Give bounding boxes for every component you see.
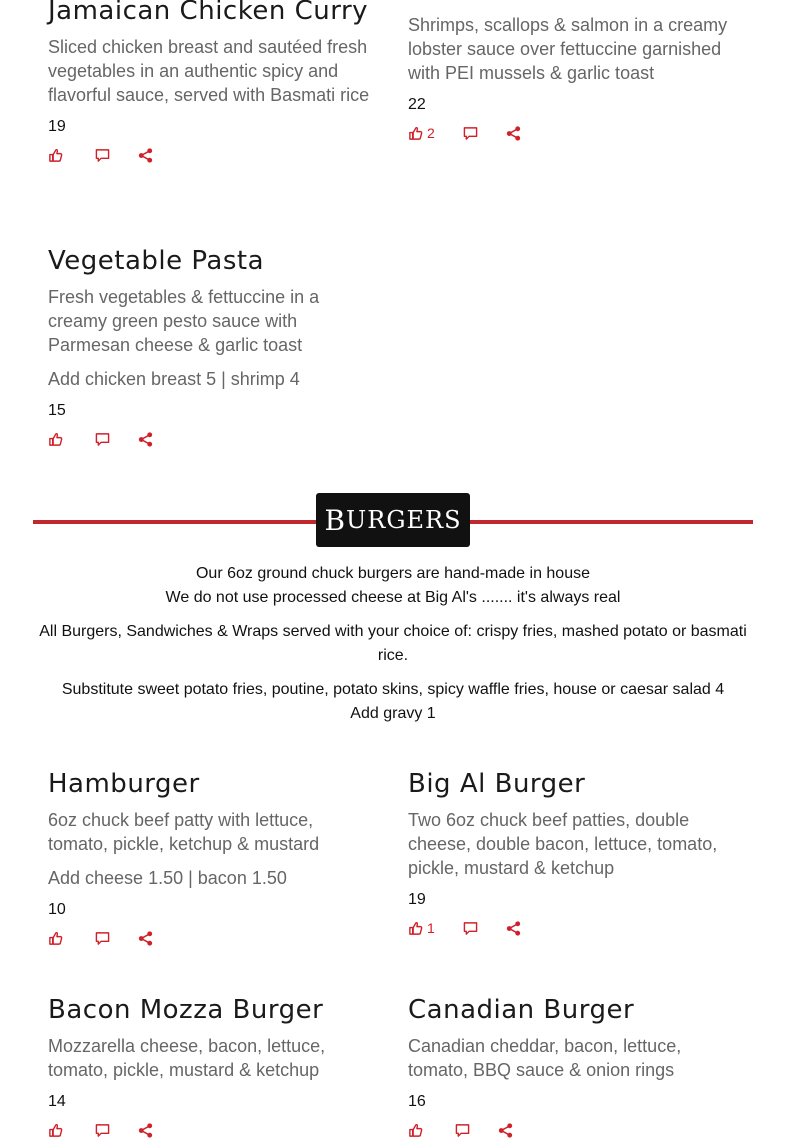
section-intro (33, 562, 753, 726)
share-button[interactable] (506, 126, 521, 141)
item-title: Hamburger (48, 769, 200, 799)
comment-icon (455, 1123, 470, 1138)
menu-item (408, 13, 738, 143)
item-description: Shrimps, scallops & salmon in a creamy lobster sauce over fettuccine garnished with PEI mussels & garlic toast (408, 15, 728, 83)
item-actions (408, 1120, 738, 1140)
item-price: 22 (408, 96, 426, 113)
section-title-initial: B (324, 503, 347, 537)
item-actions (48, 429, 378, 449)
item-title: Vegetable Pasta (48, 246, 264, 276)
intro-line: Substitute sweet potato fries, poutine, potato skins, spicy waffle fries, house or caesar salad 4 (61, 681, 725, 698)
menu-item (48, 767, 378, 948)
comment-button[interactable] (455, 1123, 470, 1138)
comment-button[interactable] (463, 921, 478, 936)
section-title (316, 493, 470, 547)
thumbs-up-icon (408, 1123, 423, 1138)
share-button[interactable] (138, 148, 153, 163)
intro-line: All Burgers, Sandwiches & Wraps served with your choice of: crispy fries, mashed potato or basmati rice. (39, 623, 747, 664)
like-button[interactable] (408, 125, 435, 141)
item-actions (48, 928, 378, 948)
comment-icon (95, 931, 110, 946)
item-title: Canadian Burger (408, 995, 635, 1025)
item-description: 6oz chuck beef patty with lettuce, tomato, pickle, ketchup & mustard (48, 810, 320, 854)
item-actions (408, 123, 738, 143)
share-button[interactable] (506, 921, 521, 936)
comment-icon (463, 126, 478, 141)
item-title: Jamaican Chicken Curry (48, 0, 369, 26)
item-description: Two 6oz chuck beef patties, double cheese, double bacon, lettuce, tomato, pickle, mustard & ketchup (408, 810, 718, 878)
share-icon (498, 1123, 513, 1138)
like-button[interactable] (48, 1123, 67, 1138)
share-icon (138, 148, 153, 163)
thumbs-up-icon (48, 931, 63, 946)
like-count: 2 (427, 125, 435, 141)
share-icon (138, 1123, 153, 1138)
comment-icon (95, 1123, 110, 1138)
thumbs-up-icon (48, 432, 63, 447)
item-addons: Add cheese 1.50 | bacon 1.50 (48, 868, 287, 888)
item-price: 15 (48, 402, 66, 419)
like-button[interactable] (408, 920, 435, 936)
item-title: Big Al Burger (408, 769, 586, 799)
item-price: 19 (408, 891, 426, 908)
item-price: 16 (408, 1093, 426, 1110)
intro-line: Our 6oz ground chuck burgers are hand-made in house (195, 565, 590, 582)
like-button[interactable] (48, 432, 67, 447)
comment-button[interactable] (463, 126, 478, 141)
share-button[interactable] (138, 1123, 153, 1138)
menu-item (408, 993, 738, 1140)
comment-icon (95, 148, 110, 163)
share-icon (506, 921, 521, 936)
share-icon (138, 432, 153, 447)
share-button[interactable] (138, 931, 153, 946)
intro-line: We do not use processed cheese at Big Al's ....... it's always real (165, 589, 621, 606)
item-description: Fresh vegetables & fettuccine in a creamy green pesto sauce with Parmesan cheese & garlic toast (48, 287, 320, 355)
like-button[interactable] (48, 148, 67, 163)
share-icon (138, 931, 153, 946)
thumbs-up-icon (48, 1123, 63, 1138)
item-addons: Add chicken breast 5 | shrimp 4 (48, 369, 300, 389)
section-title-rest: URGERS (346, 506, 462, 534)
menu-item (48, 993, 378, 1140)
item-price: 10 (48, 901, 66, 918)
share-icon (506, 126, 521, 141)
item-price: 14 (48, 1093, 66, 1110)
like-button[interactable] (408, 1123, 427, 1138)
item-actions (48, 145, 378, 165)
comment-button[interactable] (95, 432, 110, 447)
item-title: Bacon Mozza Burger (48, 995, 324, 1025)
share-button[interactable] (498, 1123, 513, 1138)
menu-item (48, 244, 378, 449)
comment-icon (95, 432, 110, 447)
item-description: Mozzarella cheese, bacon, lettuce, tomato, pickle, mustard & ketchup (48, 1036, 326, 1080)
comment-button[interactable] (95, 1123, 110, 1138)
thumbs-up-icon (408, 126, 423, 141)
like-count: 1 (427, 920, 435, 936)
thumbs-up-icon (48, 148, 63, 163)
item-actions (408, 918, 738, 938)
item-description: Sliced chicken breast and sautéed fresh vegetables in an authentic spicy and flavorful sauce, served with Basmati rice (48, 37, 370, 105)
menu-item (48, 0, 378, 165)
comment-icon (463, 921, 478, 936)
comment-button[interactable] (95, 931, 110, 946)
intro-line: Add gravy 1 (350, 705, 436, 722)
item-description: Canadian cheddar, bacon, lettuce, tomato, BBQ sauce & onion rings (408, 1036, 682, 1080)
thumbs-up-icon (408, 921, 423, 936)
item-actions (48, 1120, 378, 1140)
menu-item (408, 767, 738, 938)
share-button[interactable] (138, 432, 153, 447)
item-price: 19 (48, 118, 66, 135)
like-button[interactable] (48, 931, 67, 946)
comment-button[interactable] (95, 148, 110, 163)
